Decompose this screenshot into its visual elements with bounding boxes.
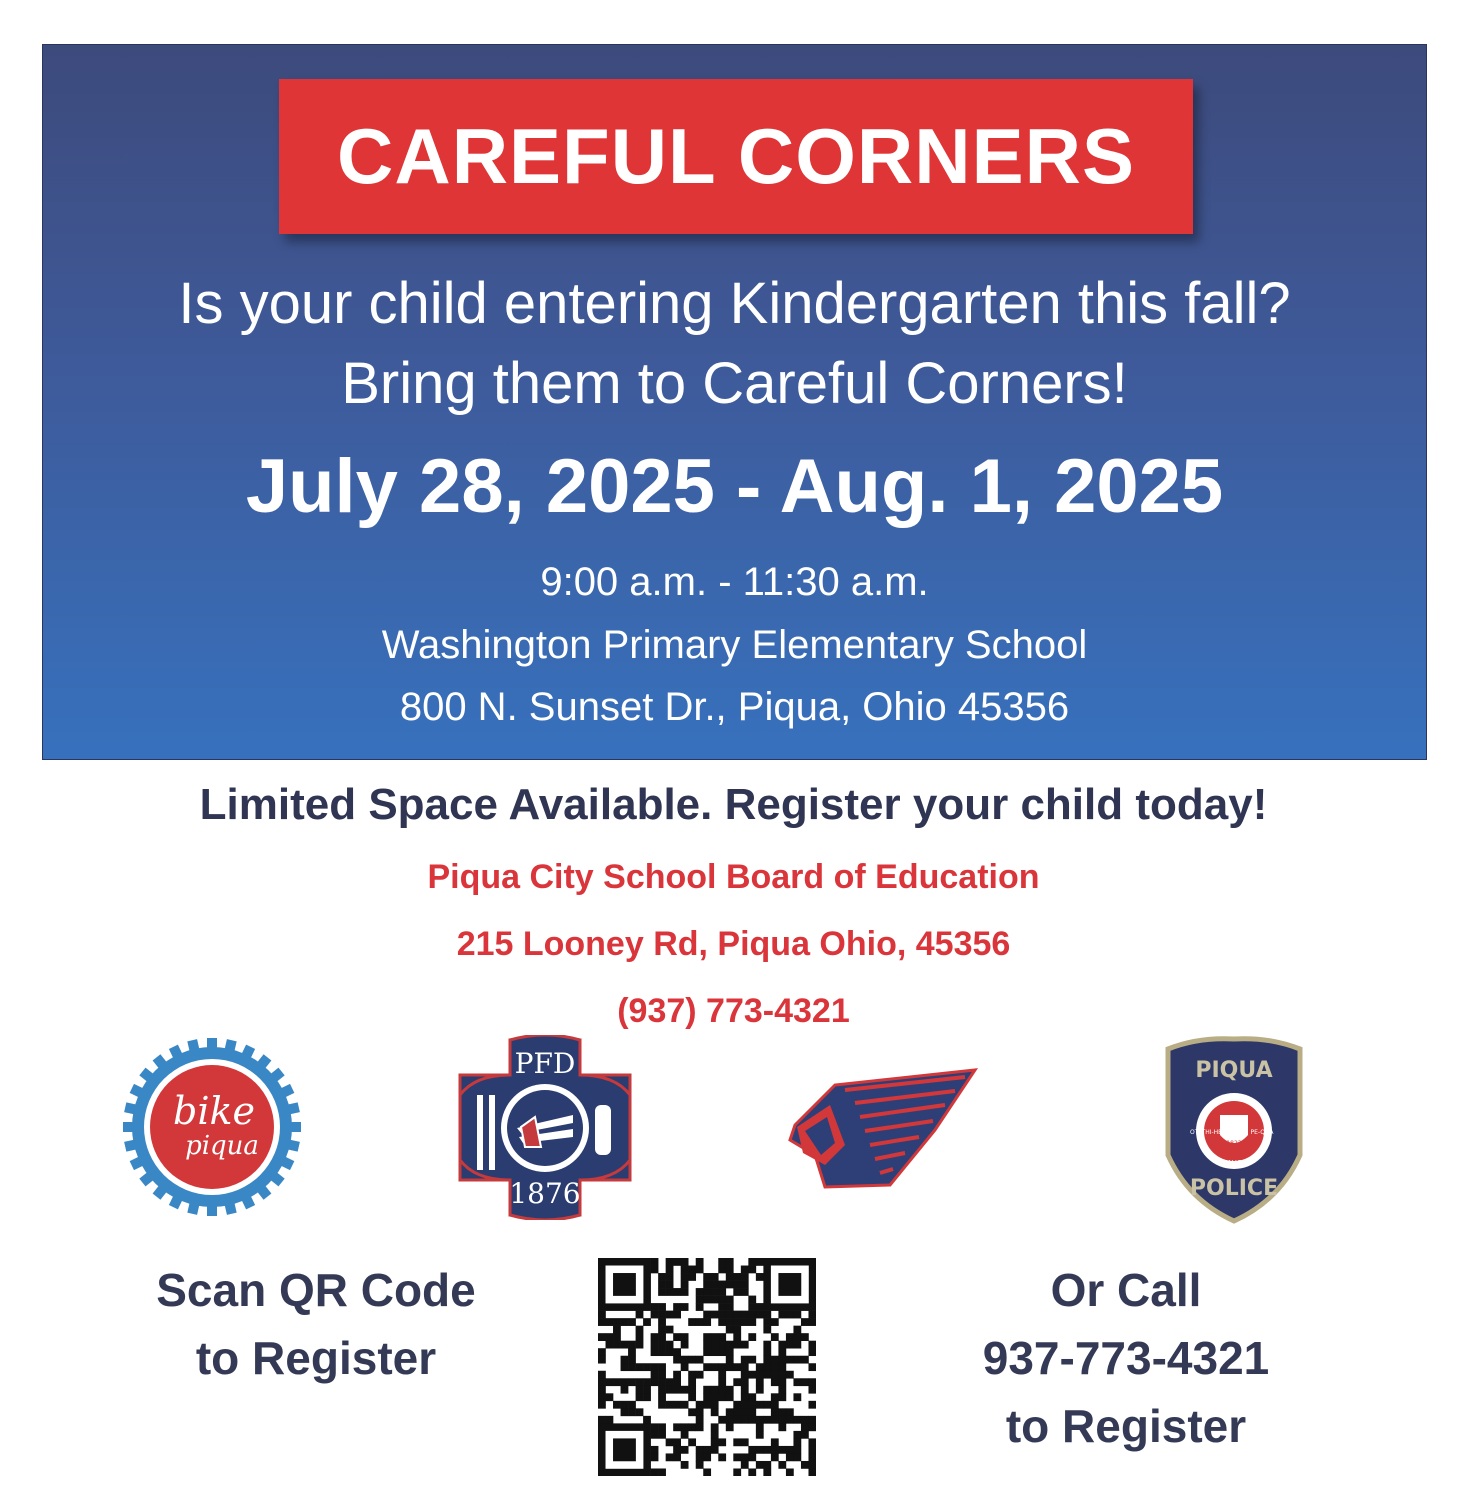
board-address: 215 Looney Rd, Piqua Ohio, 45356 bbox=[456, 925, 1011, 963]
registration-qr-code[interactable] bbox=[598, 1258, 816, 1476]
scan-qr-label bbox=[110, 1256, 522, 1392]
piqua-police-badge bbox=[1160, 1035, 1308, 1225]
bike-piqua-logo bbox=[122, 1032, 302, 1222]
event-venue: Washington Primary Elementary School bbox=[381, 623, 1088, 667]
pfd-fire-badge bbox=[455, 1035, 635, 1220]
police-motto-right: PE-QUA bbox=[1250, 1129, 1274, 1136]
bike-logo-text-piqua: piqua bbox=[185, 1131, 259, 1161]
event-title: CAREFUL CORNERS bbox=[337, 112, 1135, 200]
invite-text: Bring them to Careful Corners! bbox=[341, 351, 1128, 416]
board-name: Piqua City School Board of Education bbox=[427, 858, 1040, 896]
event-address: 800 N. Sunset Dr., Piqua, Ohio 45356 bbox=[399, 685, 1070, 729]
call-label bbox=[930, 1256, 1322, 1460]
piqua-indian-head-logo bbox=[785, 1065, 980, 1190]
kindergarten-question: Is your child entering Kindergarten this fall? bbox=[178, 271, 1291, 336]
event-time: 9:00 a.m. - 11:30 a.m. bbox=[540, 560, 929, 604]
limited-space-notice: Limited Space Available. Register your child today! bbox=[199, 780, 1268, 829]
scan-qr-line2: to Register bbox=[195, 1332, 437, 1384]
board-phone[interactable]: (937) 773-4321 bbox=[617, 992, 850, 1030]
police-year: 1823 bbox=[1226, 1140, 1242, 1147]
title-box bbox=[279, 79, 1193, 234]
police-motto-mid: WAUGH bbox=[1220, 1159, 1248, 1167]
scan-qr-line1: Scan QR Code bbox=[156, 1264, 476, 1316]
pfd-year: 1876 bbox=[509, 1177, 581, 1210]
police-motto-left: OTATHI-HE bbox=[1190, 1129, 1222, 1136]
call-line3: to Register bbox=[1005, 1400, 1247, 1452]
event-banner bbox=[42, 44, 1427, 760]
call-line1: Or Call bbox=[1050, 1264, 1202, 1316]
police-badge-bottom: POLICE bbox=[1189, 1176, 1279, 1201]
police-badge-top: PIQUA bbox=[1195, 1058, 1273, 1083]
pfd-text: PFD bbox=[514, 1047, 576, 1080]
call-phone[interactable]: 937-773-4321 bbox=[982, 1332, 1270, 1384]
event-dates: July 28, 2025 - Aug. 1, 2025 bbox=[245, 444, 1224, 529]
bike-logo-text-bike: bike bbox=[173, 1089, 255, 1133]
